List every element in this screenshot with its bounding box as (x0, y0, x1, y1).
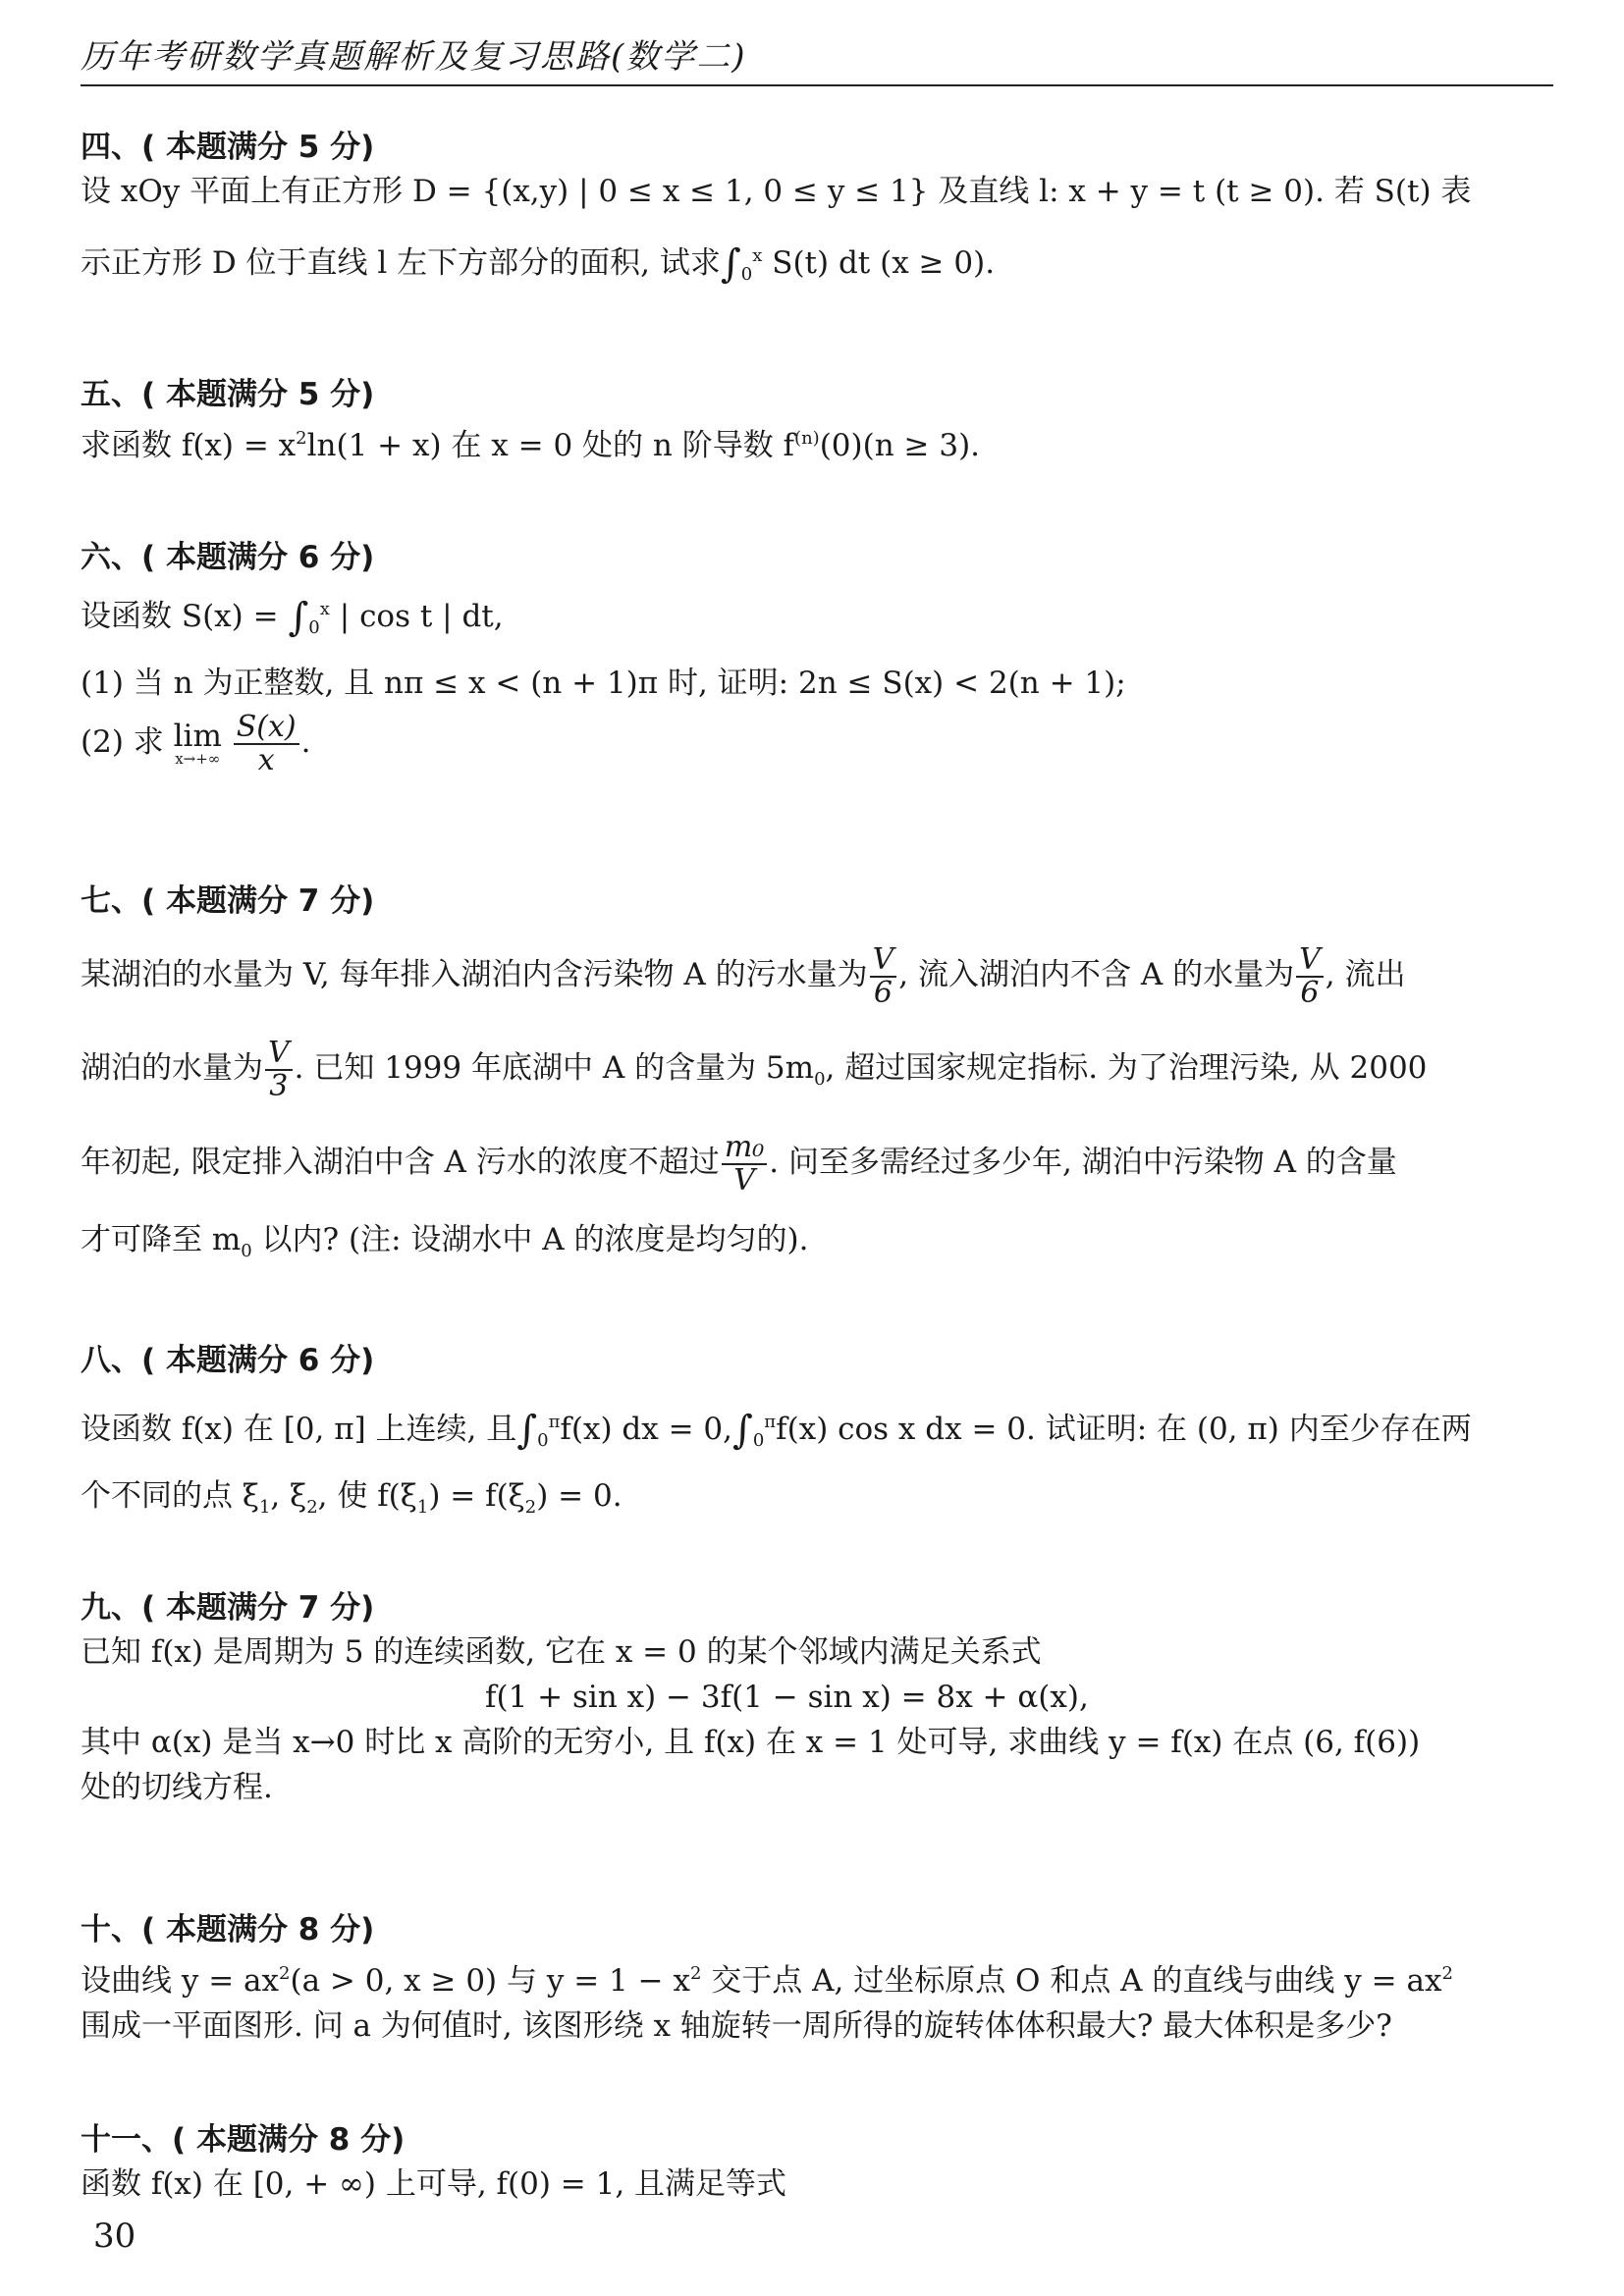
text-run: (2) 求 (81, 724, 164, 760)
limit-subscript: x→+∞ (175, 749, 221, 768)
problem-text: 已知 f(x) 是周期为 5 的连续函数, 它在 x = 0 的某个邻域内满足关系式 (81, 1634, 1042, 1670)
integral-sign: ∫ (720, 241, 741, 287)
problem-text: 其中 α(x) 是当 x→0 时比 x 高阶的无穷小, 且 f(x) 在 x = 1 处可导, 求曲线 y = f(x) 在点 (6, f(6)) (81, 1725, 1421, 1760)
text-run: 示正方形 D 位于直线 l 左下方部分的面积, 试求 (81, 245, 721, 281)
text-run: 湖泊的水量为 (81, 1050, 263, 1086)
subscript: 2 (306, 1497, 318, 1518)
text-run: ) = f(ξ (428, 1478, 525, 1514)
integral-upper-limit: x (319, 599, 330, 619)
problem-4 (81, 126, 1553, 297)
integral-sign: ∫ (288, 595, 309, 640)
problem-title: 十、( 本题满分 8 分) (81, 1912, 375, 1948)
problem-9 (81, 1586, 1553, 1810)
superscript: (n) (794, 428, 820, 449)
integral-upper-limit: π (548, 1412, 561, 1432)
superscript: 2 (296, 428, 307, 449)
fraction (234, 712, 299, 775)
text-run: 求函数 f(x) = x (81, 428, 297, 463)
display-equation: f(1 + sin x) − 3f(1 − sin x) = 8x + α(x), (485, 1680, 1089, 1715)
problem-text (81, 1951, 1553, 2003)
subscript: 2 (524, 1497, 537, 1518)
problem-text: 处的切线方程. (81, 1770, 273, 1805)
problem-title: 九、( 本题满分 7 分) (81, 1590, 375, 1626)
superscript: 2 (279, 1963, 291, 1984)
subscript: 1 (258, 1497, 271, 1518)
text-run: (a > 0, x ≥ 0) 与 y = 1 − x (290, 1963, 690, 1999)
text-run: 个不同的点 ξ (81, 1478, 259, 1514)
problem-text: (1) 当 n 为正整数, 且 nπ ≤ x < (n + 1)π 时, 证明: 2n ≤ S(x) < 2(n + 1); (81, 666, 1126, 701)
superscript: 2 (689, 1963, 702, 1984)
problem-text: 围成一平面图形. 问 a 为何值时, 该图形绕 x 轴旋转一周所得的旋转体体积最大? 最大体积是多少? (81, 2008, 1392, 2044)
text-run: (0)(n ≥ 3). (819, 428, 981, 463)
limit (173, 718, 222, 768)
problem-10 (81, 1908, 1553, 2049)
text-run: ) = 0. (536, 1478, 623, 1514)
problem-title: 八、( 本题满分 6 分) (81, 1343, 375, 1378)
problem-text (81, 587, 1553, 651)
problem-title: 六、( 本题满分 6 分) (81, 540, 375, 575)
text-run: . 问至多需经过多少年, 湖泊中污染物 A 的含量 (769, 1145, 1397, 1180)
integral-lower-limit: 0 (752, 1430, 765, 1451)
problem-text (81, 1400, 1553, 1464)
fraction (870, 944, 897, 1008)
text-run: , 流出 (1325, 957, 1406, 992)
integral-lower-limit: 0 (308, 617, 320, 638)
fraction-numerator: V (1296, 944, 1324, 978)
problem-text (81, 712, 1553, 775)
text-run: , 超过国家规定指标. 为了治理污染, 从 2000 (825, 1050, 1428, 1086)
text-run: ln(1 + x) 在 x = 0 处的 n 阶导数 f (306, 428, 795, 463)
text-run: 才可降至 m (81, 1222, 242, 1257)
integral-sign: ∫ (516, 1408, 538, 1453)
fraction (1296, 944, 1324, 1008)
text-run: . 已知 1999 年底湖中 A 的含量为 5m (294, 1050, 815, 1086)
text-run: 以内? (注: 设湖水中 A 的浓度是均匀的). (251, 1222, 809, 1257)
problem-7 (81, 880, 1553, 1274)
fraction-denominator: x (257, 742, 275, 777)
problem-title: 十一、( 本题满分 8 分) (81, 2122, 406, 2158)
problem-text (81, 1217, 1553, 1274)
problem-text (81, 1473, 1553, 1530)
text-run: 设函数 S(x) = (81, 599, 279, 634)
integral-lower-limit: 0 (537, 1430, 549, 1451)
fraction (265, 1038, 293, 1101)
problem-text (81, 1038, 1553, 1102)
problem-8 (81, 1339, 1553, 1530)
text-run: , ξ (270, 1478, 307, 1514)
text-run: . (300, 724, 311, 760)
problem-5 (81, 373, 1553, 468)
text-run: , 使 f(ξ (317, 1478, 417, 1514)
page-number: 30 (93, 2216, 136, 2256)
problem-title: 七、( 本题满分 7 分) (81, 883, 375, 919)
text-run: S(t) dt (x ≥ 0). (772, 245, 996, 281)
fraction-denominator: V (733, 1162, 755, 1198)
subscript: 0 (814, 1069, 826, 1090)
fraction (722, 1132, 767, 1196)
running-header: 历年考研数学真题解析及复习思路(数学二) (81, 37, 747, 77)
problem-text (81, 944, 1553, 1008)
text-run: f(x) cos x dx = 0. 试证明: 在 (0, π) 内至少存在两 (776, 1412, 1472, 1447)
integral-upper-limit: π (764, 1412, 777, 1432)
fraction-denominator: 3 (269, 1068, 289, 1103)
header-rule (81, 84, 1553, 86)
text-run: f(x) dx = 0, (560, 1412, 732, 1447)
fraction-numerator: m₀ (722, 1132, 767, 1165)
fraction-numerator: V (265, 1038, 293, 1071)
integral-lower-limit: 0 (740, 264, 753, 285)
text-run: 某湖泊的水量为 V, 每年排入湖泊内含污染物 A 的污水量为 (81, 957, 868, 992)
integral-sign: ∫ (732, 1408, 753, 1453)
fraction-denominator: 6 (1300, 975, 1320, 1010)
text-run: | cos t | dt, (339, 599, 504, 634)
text-run: 年初起, 限定排入湖泊中含 A 污水的浓度不超过 (81, 1145, 720, 1180)
subscript: 1 (416, 1497, 429, 1518)
superscript: 2 (1441, 1963, 1453, 1984)
integral-upper-limit: x (752, 245, 763, 266)
problem-text: 设 xOy 平面上有正方形 D = {(x,y) | 0 ≤ x ≤ 1, 0 ≤ y ≤ 1} 及直线 l: x + y = t (t ≥ 0). 若 S(t) 表 (81, 174, 1472, 209)
text-run: , 流入湖泊内不含 A 的水量为 (898, 957, 1295, 992)
limit-label: lim (173, 718, 222, 754)
problem-title: 四、( 本题满分 5 分) (81, 130, 375, 165)
problem-title: 五、( 本题满分 5 分) (81, 377, 375, 412)
text-run: 设曲线 y = ax (81, 1963, 280, 1999)
fraction-denominator: 6 (873, 975, 893, 1010)
problem-text: 函数 f(x) 在 [0, + ∞) 上可导, f(0) = 1, 且满足等式 (81, 2166, 787, 2202)
problem-text (81, 1132, 1553, 1196)
text-run: 交于点 A, 过坐标原点 O 和点 A 的直线与曲线 y = ax (701, 1963, 1442, 1999)
fraction-numerator: S(x) (234, 712, 299, 745)
problem-6 (81, 536, 1553, 775)
problem-text (81, 416, 1553, 468)
fraction-numerator: V (870, 944, 897, 978)
problem-text (81, 234, 1553, 297)
problem-11 (81, 2118, 1553, 2207)
text-run: 设函数 f(x) 在 [0, π] 上连续, 且 (81, 1412, 517, 1447)
subscript: 0 (241, 1241, 252, 1261)
